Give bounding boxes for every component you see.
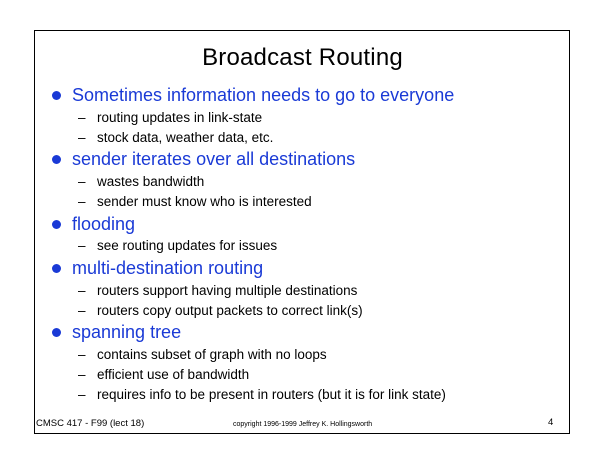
dash-icon: –: [78, 303, 86, 318]
bullet-text: Sometimes information needs to go to everyone: [72, 85, 455, 105]
dash-icon: –: [78, 367, 86, 382]
bullet-text: spanning tree: [72, 322, 182, 342]
page-number: 4: [548, 417, 554, 428]
sub-bullet-text: contains subset of graph with no loops: [97, 347, 327, 362]
bullet-dot-icon: [52, 155, 61, 164]
dash-icon: –: [78, 194, 86, 209]
sub-bullet-text: routing updates in link-state: [97, 110, 263, 125]
sub-bullet-text: stock data, weather data, etc.: [97, 130, 274, 145]
bullet-dot-icon: [52, 328, 61, 337]
footer-copyright: copyright 1996-1999 Jeffrey K. Hollingsworth: [233, 421, 373, 428]
sub-bullet-text: routers support having multiple destinations: [97, 283, 358, 298]
bullet-text: flooding: [72, 214, 136, 234]
dash-icon: –: [78, 110, 86, 125]
bullet-dot-icon: [52, 220, 61, 229]
slide-title: Broadcast Routing: [202, 44, 403, 71]
dash-icon: –: [78, 130, 86, 145]
dash-icon: –: [78, 347, 86, 362]
sub-bullet-text: routers copy output packets to correct link(s): [97, 303, 363, 318]
dash-icon: –: [78, 238, 86, 253]
dash-icon: –: [78, 387, 86, 402]
sub-bullet-text: sender must know who is interested: [97, 194, 312, 209]
footer-course: CMSC 417 - F99 (lect 18): [36, 418, 145, 429]
dash-icon: –: [78, 283, 86, 298]
sub-bullet-text: requires info to be present in routers (but it is for link state): [97, 387, 446, 402]
bullet-text: sender iterates over all destinations: [72, 149, 356, 169]
sub-bullet-text: efficient use of bandwidth: [97, 367, 250, 382]
dash-icon: –: [78, 174, 86, 189]
bullet-dot-icon: [52, 264, 61, 273]
bullet-dot-icon: [52, 91, 61, 100]
sub-bullet-text: see routing updates for issues: [97, 238, 278, 253]
bullet-text: multi-destination routing: [72, 258, 264, 278]
sub-bullet-text: wastes bandwidth: [97, 174, 205, 189]
